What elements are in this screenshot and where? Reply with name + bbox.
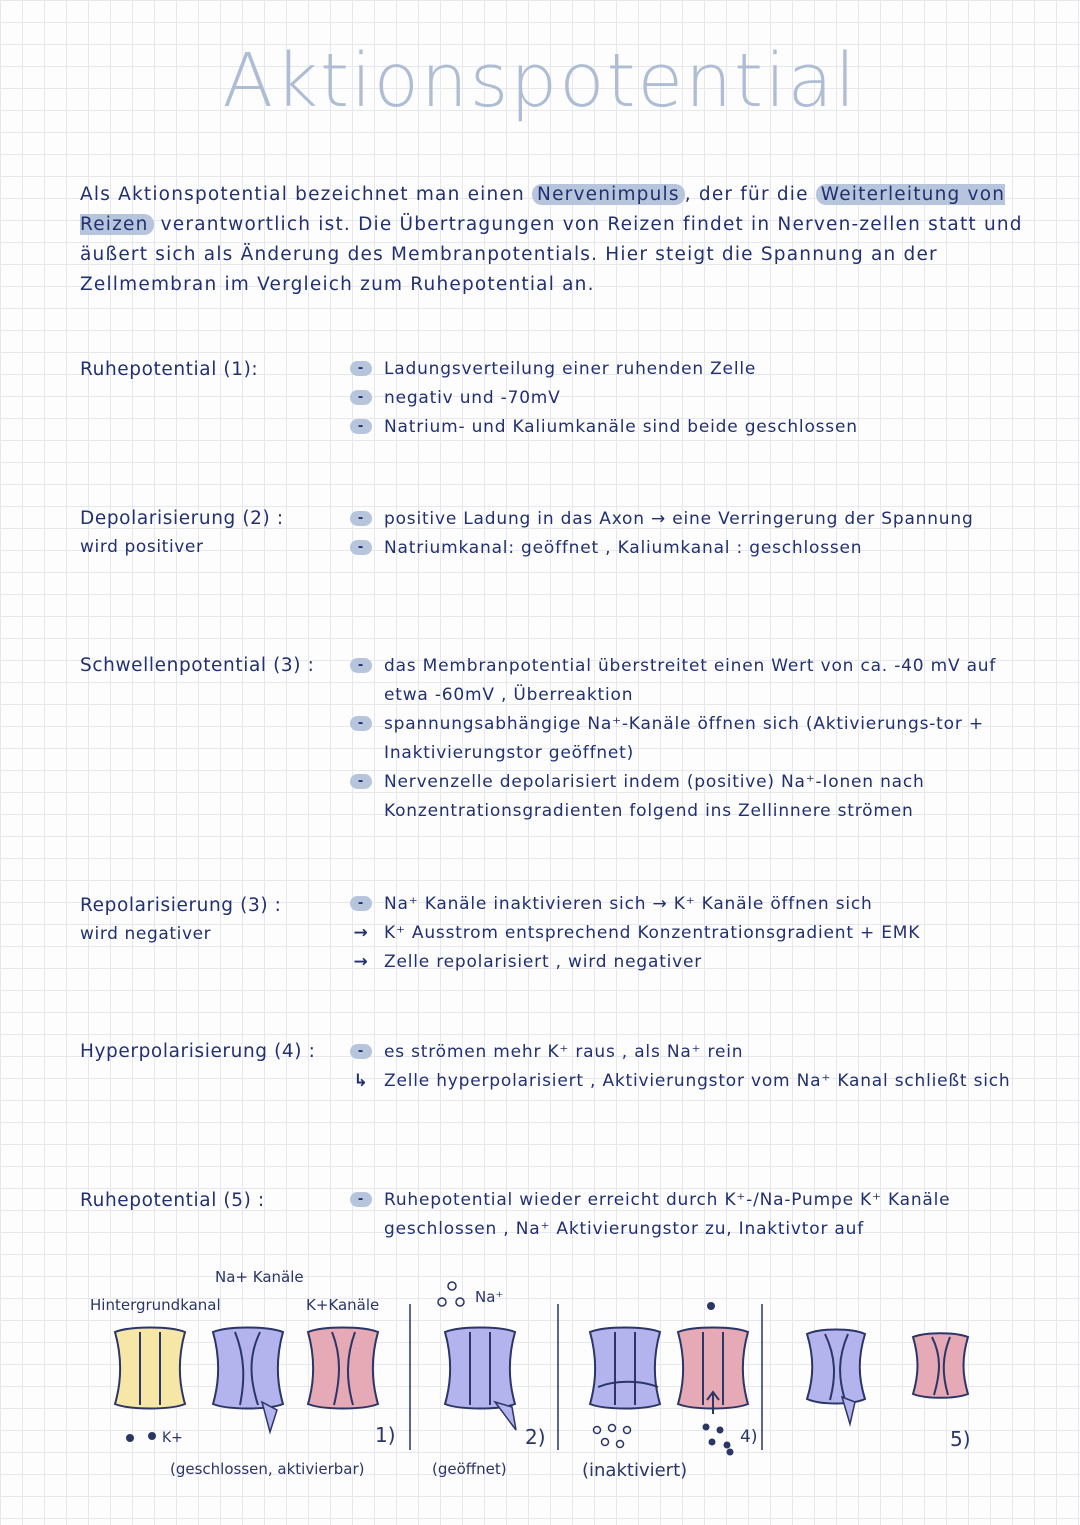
intro-text-3: verantwortlich ist. Die Übertragungen von Reizen findet in Nerven-zellen statt und äußert sich als Änderung des Membranpotentials. Hier steigt die Spannung an der Zellmembran im Vergleich zum Ruhepotential an. bbox=[80, 214, 1023, 295]
section-label-hyperpolarisierung bbox=[80, 1038, 315, 1066]
bullet-marker: - bbox=[350, 1044, 372, 1059]
section-list-schwellenpotential bbox=[350, 652, 1040, 826]
na-ion-circle bbox=[617, 1441, 624, 1448]
section-label-text: Depolarisierung (2) : bbox=[80, 508, 284, 529]
list-item bbox=[350, 919, 1040, 948]
na-channel-resting bbox=[807, 1330, 865, 1425]
highlight-nervenimpuls: Nervenimpuls bbox=[532, 184, 685, 205]
bullet-marker: - bbox=[350, 511, 372, 526]
section-label-text: Ruhepotential (5) : bbox=[80, 1190, 265, 1211]
label-k-kanaele: K+Kanäle bbox=[306, 1296, 380, 1314]
list-item bbox=[350, 1186, 1040, 1244]
step-2-label: 2) bbox=[525, 1425, 546, 1449]
section-label-text: Repolarisierung (3) : bbox=[80, 895, 282, 916]
bullet-marker: - bbox=[350, 419, 372, 434]
na-ion-circle bbox=[609, 1425, 616, 1432]
highlight-weiterleitung: Weiterleitung von Reizen bbox=[80, 184, 1006, 235]
na-ion-circle bbox=[438, 1298, 446, 1306]
bullet-text: negativ und -70mV bbox=[384, 388, 561, 408]
list-item bbox=[350, 355, 1040, 384]
na-channel-inactivated bbox=[590, 1328, 660, 1409]
label-hintergrundkanal: Hintergrundkanal bbox=[90, 1296, 221, 1314]
na-channel-closed bbox=[213, 1328, 283, 1433]
section-list-depolarisierung bbox=[350, 505, 1040, 563]
bullet-marker: - bbox=[350, 1192, 372, 1207]
k-ion-dot bbox=[707, 1302, 715, 1310]
section-label-text: Ruhepotential (1): bbox=[80, 359, 259, 380]
intro-text-1: Als Aktionspotential bezeichnet man einen bbox=[80, 184, 533, 205]
list-item bbox=[350, 534, 1040, 563]
na-ion-circle bbox=[448, 1282, 456, 1290]
arrow-marker: → bbox=[353, 923, 369, 943]
intro-paragraph bbox=[80, 180, 1040, 300]
list-item bbox=[350, 505, 1040, 534]
k-ion-dot bbox=[709, 1439, 716, 1446]
arrow-marker: → bbox=[353, 952, 369, 972]
list-item bbox=[350, 652, 1040, 710]
k-channel-resting bbox=[913, 1333, 968, 1398]
k-ion-dot bbox=[126, 1434, 134, 1442]
bullet-text: Zelle repolarisiert , wird negativer bbox=[384, 952, 703, 972]
bullet-marker: - bbox=[350, 361, 372, 376]
bullet-marker: - bbox=[350, 716, 372, 731]
bullet-text: K⁺ Ausstrom entsprechend Konzentrationsgradient + EMK bbox=[384, 923, 921, 943]
section-label-ruhepotential-5 bbox=[80, 1187, 265, 1215]
bullet-text: positive Ladung in das Axon → eine Verringerung der Spannung bbox=[384, 509, 974, 529]
bullet-text: Na⁺ Kanäle inaktivieren sich → K⁺ Kanäle öffnen sich bbox=[384, 894, 873, 914]
k-ion-dot bbox=[724, 1442, 731, 1449]
section-label-ruhepotential-1 bbox=[80, 356, 258, 384]
section-list-repolarisierung bbox=[350, 890, 1040, 977]
page-title: Aktionspotential bbox=[222, 38, 858, 124]
na-ion-circle bbox=[624, 1427, 631, 1434]
list-item bbox=[350, 1038, 1040, 1067]
bullet-text: das Membranpotential überstreitet einen Wert von ca. -40 mV auf etwa -60mV , Überreaktion bbox=[384, 656, 997, 705]
bullet-marker: - bbox=[350, 658, 372, 673]
label-na-kanaele: Na+ Kanäle bbox=[215, 1268, 304, 1286]
section-label-schwellenpotential bbox=[80, 652, 314, 680]
k-ion-dot bbox=[703, 1424, 710, 1431]
state-geoeffnet: (geöffnet) bbox=[432, 1460, 507, 1478]
k-ion-dot bbox=[727, 1449, 734, 1456]
na-ion-circle bbox=[456, 1298, 464, 1306]
label-k-ion: K+ bbox=[162, 1430, 183, 1446]
bullet-text: Natriumkanal: geöffnet , Kaliumkanal : geschlossen bbox=[384, 538, 863, 558]
bullet-text: Zelle hyperpolarisiert , Aktivierungstor vom Na⁺ Kanal schließt sich bbox=[384, 1071, 1011, 1091]
k-ion-dot bbox=[717, 1427, 724, 1434]
state-inaktiviert: (inaktiviert) bbox=[582, 1460, 688, 1481]
bullet-text: Natrium- und Kaliumkanäle sind beide geschlossen bbox=[384, 417, 858, 437]
section-label-depolarisierung bbox=[80, 505, 284, 561]
section-list-ruhepotential-5 bbox=[350, 1186, 1040, 1244]
step-1-label: 1) bbox=[375, 1423, 396, 1447]
hintergrund-channel bbox=[115, 1328, 185, 1409]
section-sublabel: wird negativer bbox=[80, 924, 212, 944]
k-ion-dot bbox=[148, 1432, 156, 1440]
list-item bbox=[350, 768, 1040, 826]
state-geschlossen: (geschlossen, aktivierbar) bbox=[170, 1460, 365, 1478]
section-list-hyperpolarisierung bbox=[350, 1038, 1040, 1096]
arrow-marker: ↳ bbox=[353, 1071, 369, 1091]
bullet-marker: - bbox=[350, 896, 372, 911]
bullet-text: es strömen mehr K⁺ raus , als Na⁺ rein bbox=[384, 1042, 744, 1062]
intro-text-2: , der für die bbox=[684, 184, 816, 205]
na-ion-circle bbox=[594, 1427, 601, 1434]
section-sublabel: wird positiver bbox=[80, 537, 204, 557]
na-ion-circle bbox=[602, 1439, 609, 1446]
k-channel-open bbox=[678, 1328, 748, 1415]
na-channel-open bbox=[445, 1328, 516, 1431]
bullet-text: Nervenzelle depolarisiert indem (positive) Na⁺-Ionen nach Konzentrationsgradienten folgend ins Zellinnere strömen bbox=[384, 772, 925, 821]
bullet-marker: - bbox=[350, 774, 372, 789]
list-item bbox=[350, 384, 1040, 413]
section-list-ruhepotential-1 bbox=[350, 355, 1040, 442]
step-4-label: 4) bbox=[740, 1427, 758, 1447]
bullet-text: Ladungsverteilung einer ruhenden Zelle bbox=[384, 359, 757, 379]
list-item bbox=[350, 1067, 1040, 1096]
step-5-label: 5) bbox=[950, 1427, 971, 1451]
bullet-marker: - bbox=[350, 390, 372, 405]
k-channel-closed bbox=[308, 1328, 378, 1409]
bullet-marker: - bbox=[350, 540, 372, 555]
label-na-ion: Na⁺ bbox=[475, 1288, 504, 1306]
list-item bbox=[350, 413, 1040, 442]
list-item bbox=[350, 948, 1040, 977]
section-label-text: Hyperpolarisierung (4) : bbox=[80, 1041, 316, 1062]
list-item bbox=[350, 710, 1040, 768]
section-label-text: Schwellenpotential (3) : bbox=[80, 655, 315, 676]
ion-channel-diagram bbox=[70, 1262, 1020, 1517]
list-item bbox=[350, 890, 1040, 919]
bullet-text: Ruhepotential wieder erreicht durch K⁺-/Na-Pumpe K⁺ Kanäle geschlossen , Na⁺ Aktivierungstor zu, Inaktivtor auf bbox=[384, 1190, 951, 1239]
section-label-repolarisierung bbox=[80, 892, 281, 948]
bullet-text: spannungsabhängige Na⁺-Kanäle öffnen sich (Aktivierungs-tor + Inaktivierungstor geöffnet) bbox=[384, 714, 984, 763]
